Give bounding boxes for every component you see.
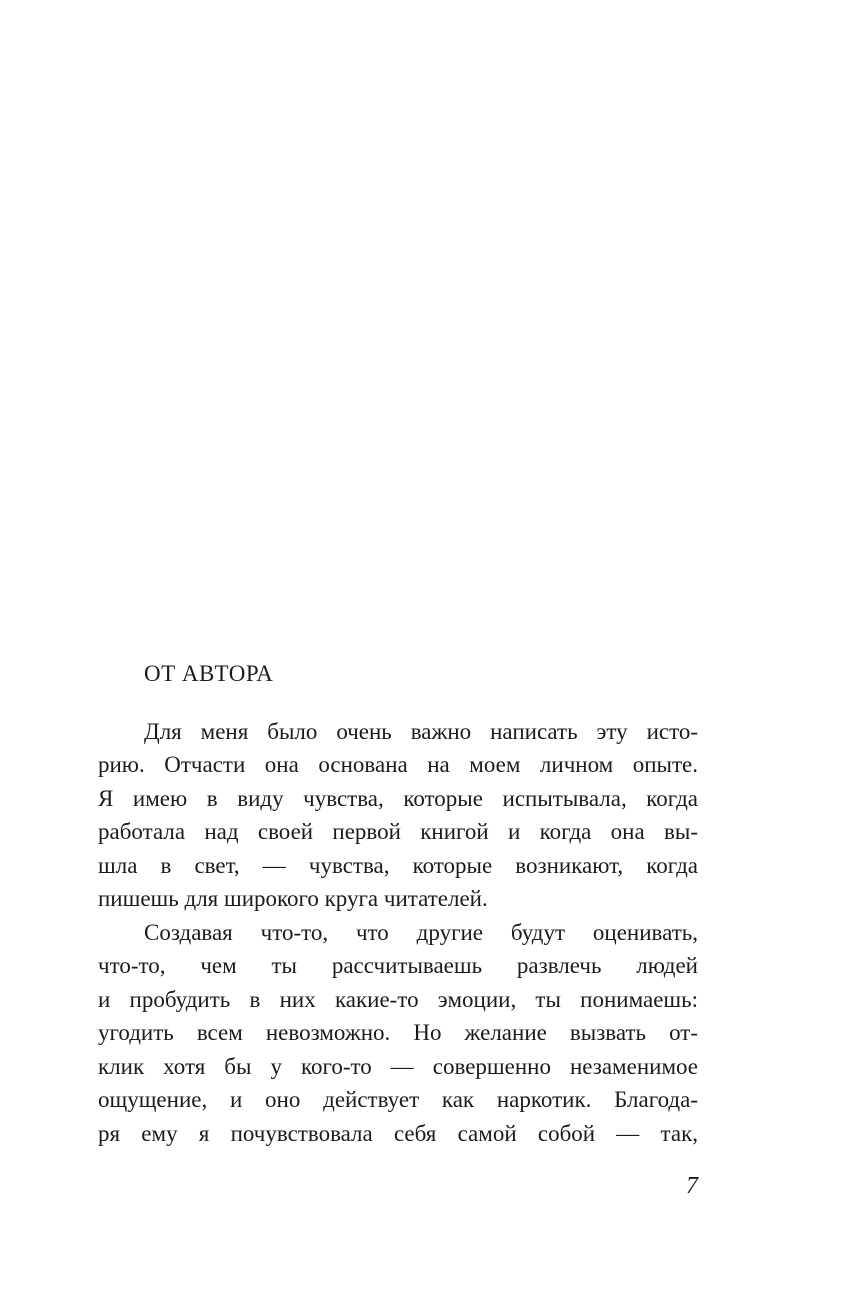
page-number: 7: [686, 1173, 698, 1199]
text-line: Для меня было очень важно написать эту исто-: [144, 718, 698, 744]
text-line: ря ему я почувствовала себя самой собой — так,: [98, 1120, 698, 1146]
text-line: Я имею в виду чувства, которые испытывала, когда: [98, 785, 698, 811]
paragraph: [98, 916, 698, 1151]
body-text: [98, 715, 698, 1151]
text-line: шла в свет, — чувства, которые возникают, когда: [98, 852, 698, 878]
text-line: работала над своей первой книгой и когда она вы-: [98, 819, 698, 844]
text-line: рию. Отчасти она основана на моем личном опыте.: [98, 752, 698, 777]
text-line: угодить всем невозможно. Но желание вызвать от-: [98, 1020, 698, 1045]
text-block: [98, 657, 698, 1150]
text-line: ощущение, и оно действует как наркотик. Благода-: [98, 1087, 698, 1112]
chapter-heading: ОТ АВТОРА: [144, 661, 274, 686]
paragraph: [98, 715, 698, 916]
text-line: что-то, чем ты рассчитываешь развлечь людей: [98, 953, 698, 978]
text-line: Создавая что-то, что другие будут оценивать,: [144, 919, 698, 945]
text-line: клик хотя бы у кого-то — совершенно незаменимое: [98, 1053, 698, 1079]
text-line: и пробудить в них какие-то эмоции, ты понимаешь:: [98, 986, 698, 1012]
text-line: пишешь для широкого круга читателей.: [98, 886, 488, 911]
